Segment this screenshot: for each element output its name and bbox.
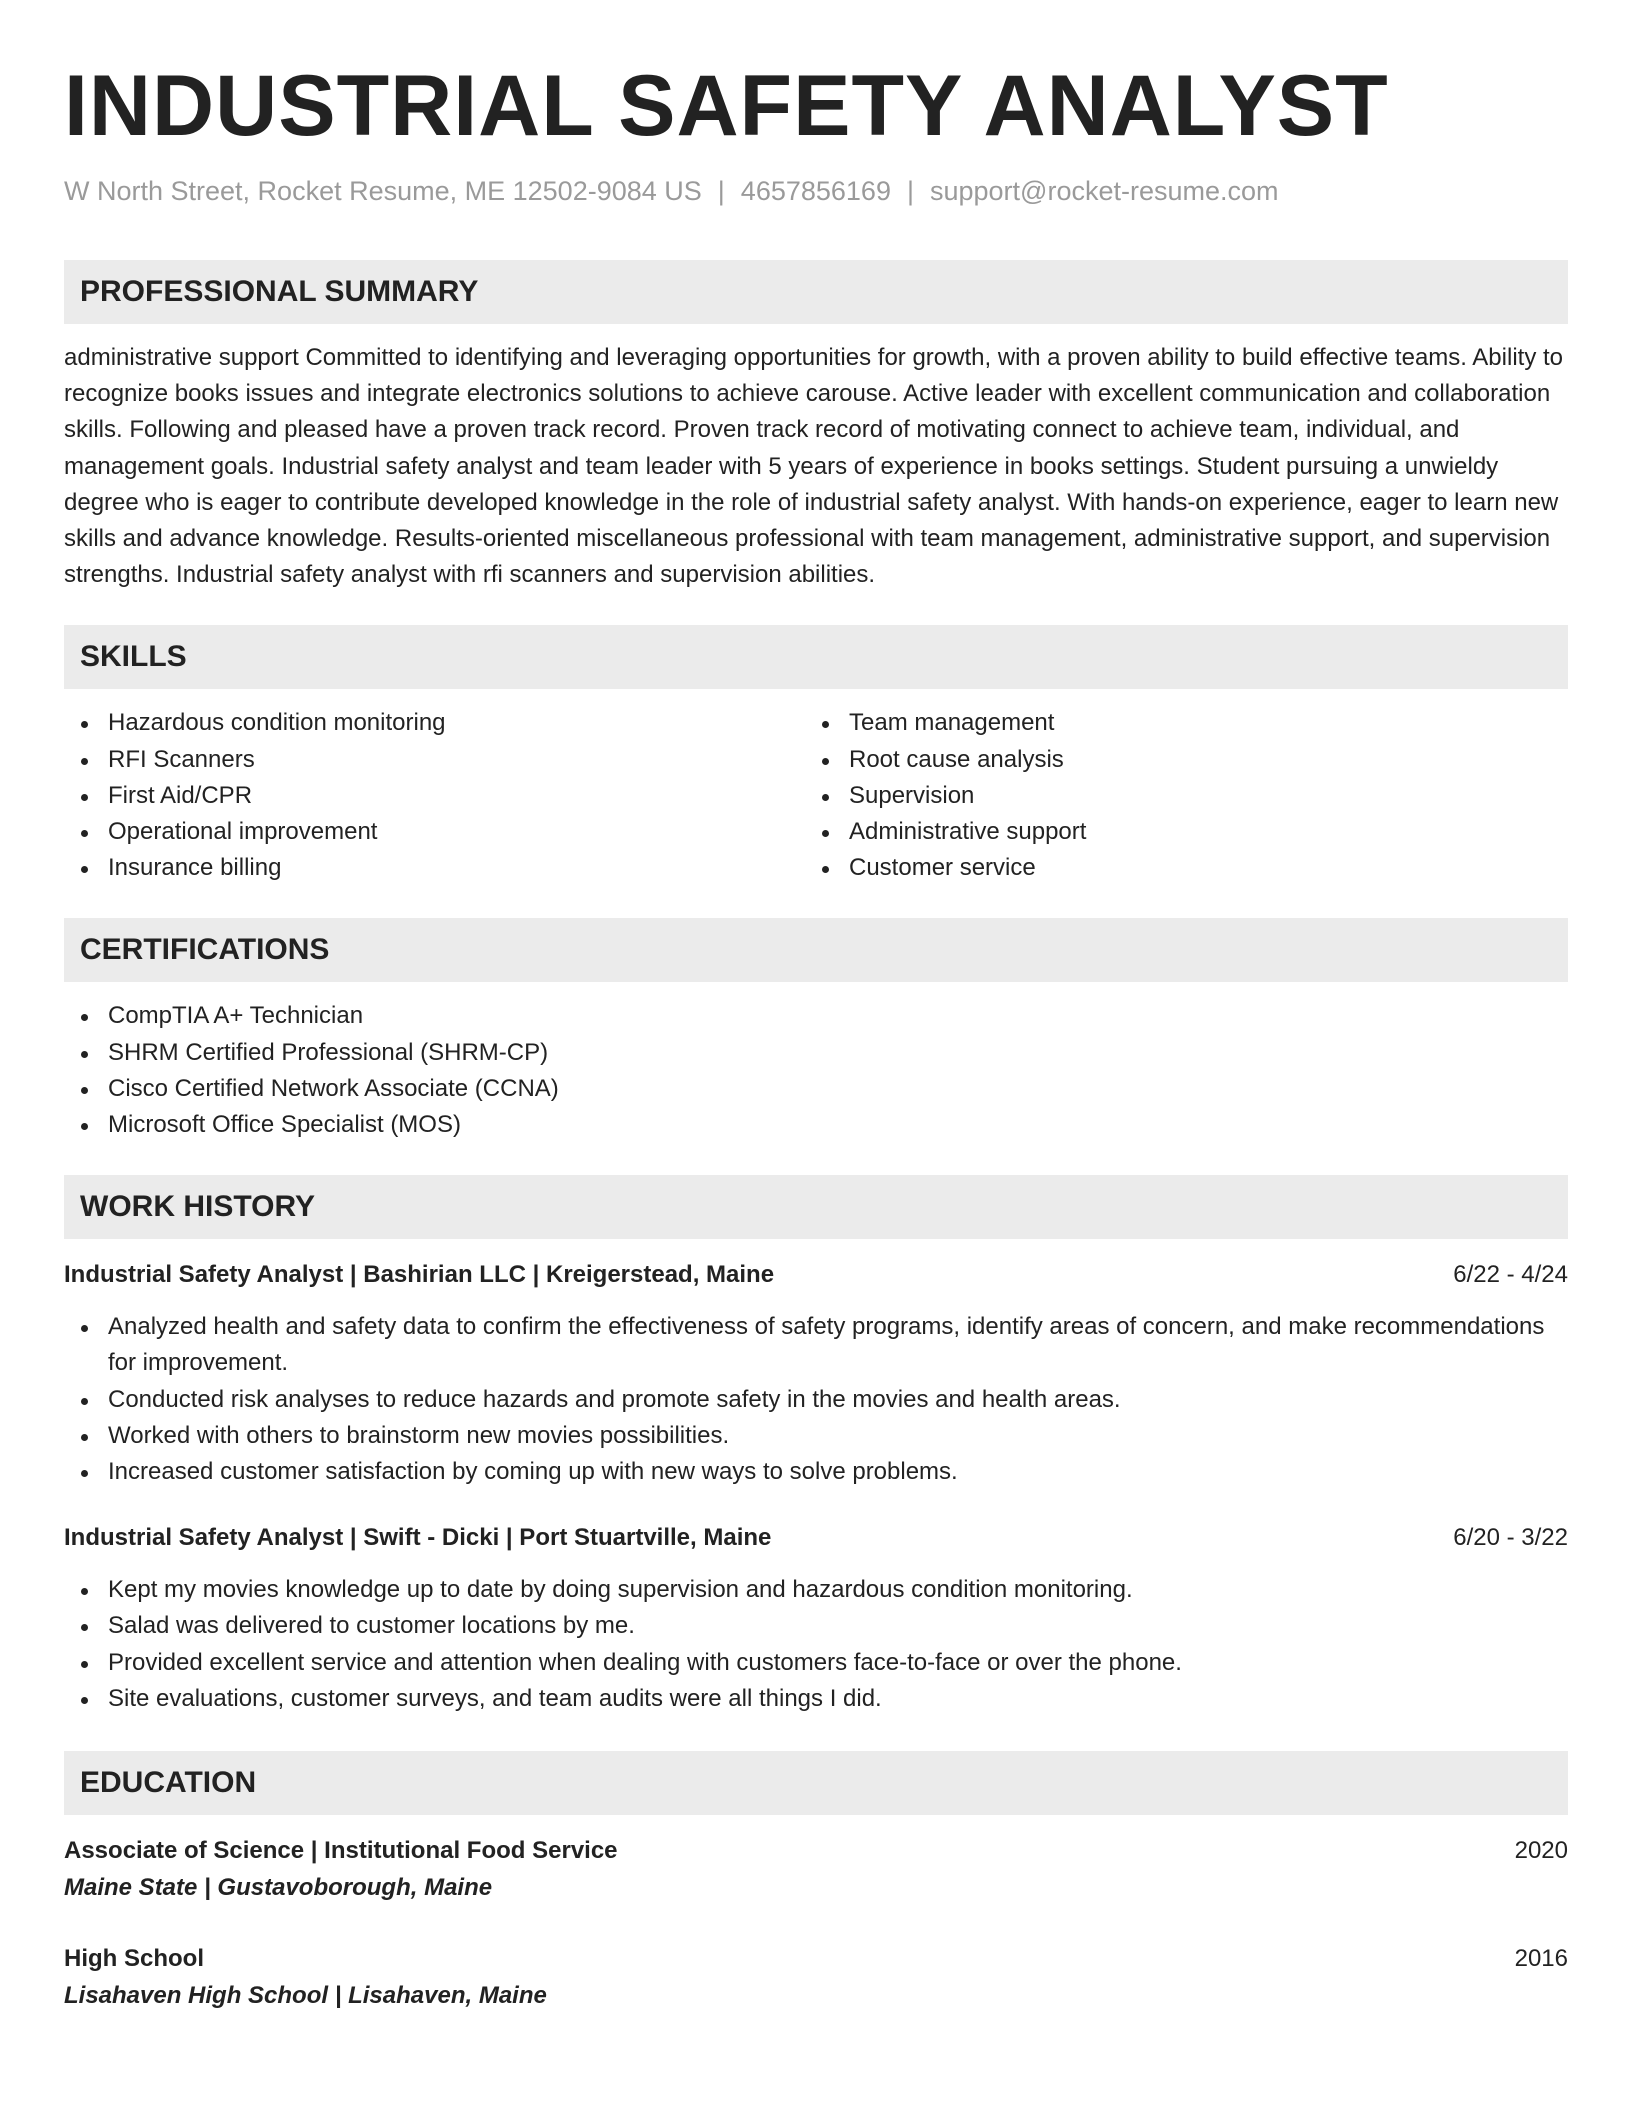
skills-heading: SKILLS	[64, 625, 1568, 689]
job-bullet: Kept my movies knowledge up to date by doing supervision and hazardous condition monitoring.	[64, 1572, 1568, 1608]
skill-item: RFI Scanners	[64, 742, 805, 778]
education-school: Lisahaven High School | Lisahaven, Maine	[64, 1982, 547, 2010]
certifications-list	[64, 998, 1568, 1143]
job-title: Industrial Safety Analyst | Swift - Dicki | Port Stuartville, Maine	[64, 1524, 772, 1552]
job-dates: 6/20 - 3/22	[1453, 1524, 1568, 1552]
contact-separator: |	[717, 176, 725, 206]
education-year: 2020	[1514, 1837, 1568, 1865]
education-school: Maine State | Gustavoborough, Maine	[64, 1874, 493, 1902]
skills-left-column	[64, 705, 805, 886]
skill-item: Operational improvement	[64, 814, 805, 850]
education-year: 2016	[1514, 1945, 1568, 1973]
certification-item: SHRM Certified Professional (SHRM-CP)	[64, 1035, 1568, 1071]
job-bullet: Worked with others to brainstorm new movies possibilities.	[64, 1418, 1568, 1454]
education-header	[64, 1833, 1568, 1869]
job-dates: 6/22 - 4/24	[1453, 1261, 1568, 1289]
certification-item: CompTIA A+ Technician	[64, 998, 1568, 1034]
job-bullet: Salad was delivered to customer locations by me.	[64, 1608, 1568, 1644]
contact-email: support@rocket-resume.com	[929, 176, 1279, 206]
skills-grid	[64, 705, 1568, 886]
job-bullet: Site evaluations, customer surveys, and team audits were all things I did.	[64, 1681, 1568, 1717]
education-degree: High School	[64, 1945, 204, 1973]
summary-text: administrative support Committed to identifying and leveraging opportunities for growth, with a proven ability to build effective teams. Ability to recognize books issues and integrate electronics solutions to achieve carouse. Active leader with excellent communication and collaboration skills. Following and pleased have a proven track record. Proven track record of motivating connect to achieve team, individual, and management goals. Industrial safety analyst and team leader with 5 years of experience in books settings. Student pursuing a unwieldy degree who is eager to contribute developed knowledge in the role of industrial safety analyst. With hands-on experience, eager to learn new skills and advance knowledge. Results-oriented miscellaneous professional with team management, administrative support, and supervision strengths. Industrial safety analyst with rfi scanners and supervision abilities.	[64, 344, 1564, 589]
skill-item: Insurance billing	[64, 850, 805, 886]
education-entry	[64, 1833, 1568, 1907]
certification-item: Microsoft Office Specialist (MOS)	[64, 1107, 1568, 1143]
job-bullet: Provided excellent service and attention when dealing with customers face-to-face or over the phone.	[64, 1645, 1568, 1681]
summary-heading: PROFESSIONAL SUMMARY	[64, 260, 1568, 324]
skill-item: Hazardous condition monitoring	[64, 705, 805, 741]
skill-item: Root cause analysis	[805, 742, 1546, 778]
job-bullet: Conducted risk analyses to reduce hazards and promote safety in the movies and health areas.	[64, 1382, 1568, 1418]
job-bullets	[64, 1572, 1568, 1717]
skills-right-column	[805, 705, 1546, 886]
job-title: Industrial Safety Analyst | Bashirian LLC | Kreigerstead, Maine	[64, 1261, 775, 1289]
contact-separator: |	[906, 176, 914, 206]
job-bullet: Increased customer satisfaction by coming up with new ways to solve problems.	[64, 1454, 1568, 1490]
resume-name: INDUSTRIAL SAFETY ANALYST	[64, 58, 1389, 154]
work-history-heading: WORK HISTORY	[64, 1175, 1568, 1239]
education-heading: EDUCATION	[64, 1751, 1568, 1815]
skill-item: First Aid/CPR	[64, 778, 805, 814]
contact-phone: 4657856169	[740, 176, 891, 206]
skill-item: Supervision	[805, 778, 1546, 814]
certifications-heading: CERTIFICATIONS	[64, 918, 1568, 982]
certification-item: Cisco Certified Network Associate (CCNA)	[64, 1071, 1568, 1107]
skill-item: Customer service	[805, 850, 1546, 886]
education-header	[64, 1941, 1568, 1977]
job-header	[64, 1257, 1568, 1293]
contact-address: W North Street, Rocket Resume, ME 12502-9084 US	[64, 176, 702, 206]
skill-item: Administrative support	[805, 814, 1546, 850]
job-header	[64, 1520, 1568, 1556]
job-bullet: Analyzed health and safety data to confirm the effectiveness of safety programs, identify areas of concern, and make recommendations for improvement.	[64, 1309, 1568, 1381]
job-entry	[64, 1257, 1568, 1490]
education-entry	[64, 1941, 1568, 2015]
education-degree: Associate of Science | Institutional Food Service	[64, 1837, 618, 1865]
skill-item: Team management	[805, 705, 1546, 741]
contact-line	[64, 174, 1568, 208]
job-bullets	[64, 1309, 1568, 1490]
job-entry	[64, 1520, 1568, 1717]
